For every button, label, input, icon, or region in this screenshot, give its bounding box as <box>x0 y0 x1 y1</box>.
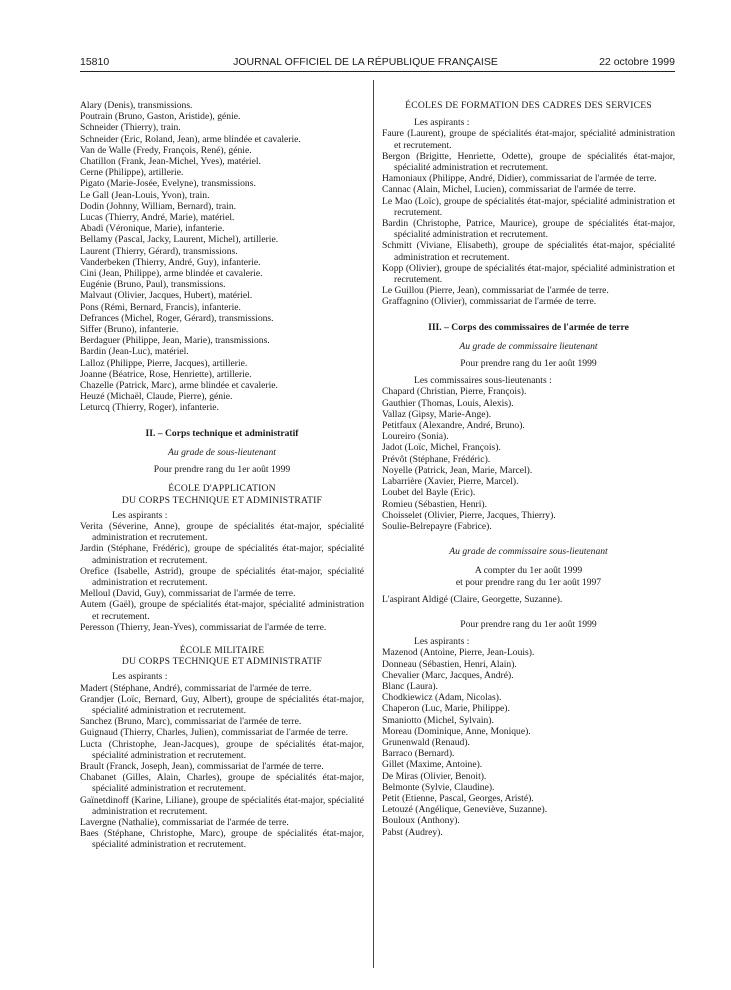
list-item: Bardin (Christophe, Patrice, Maurice), groupe de spécialités état-major, spécialité administration et recrutement. <box>382 218 675 241</box>
list-item: Cini (Jean, Philippe), arme blindée et cavalerie. <box>80 268 263 280</box>
list-item: Petit (Etienne, Pascal, Georges, Aristé). <box>382 792 534 804</box>
header-rule <box>80 71 675 72</box>
list-item: Smaniotto (Michel, Sylvain). <box>382 714 494 726</box>
list-item: Chatillon (Frank, Jean-Michel, Yves), matériel. <box>80 156 261 168</box>
aspirants-label-3: Les aspirants : <box>414 117 470 129</box>
aspirants-label-1: Les aspirants : <box>112 509 168 521</box>
list-item: Bardin (Jean-Luc), matériel. <box>80 346 189 358</box>
list-item: Poutrain (Bruno, Gaston, Aristide), génie. <box>80 111 241 123</box>
list-item: Chaperon (Luc, Marie, Philippe). <box>382 703 510 715</box>
list-item: Barraco (Bernard). <box>382 748 455 760</box>
journal-title: JOURNAL OFFICIEL DE LA RÉPUBLIQUE FRANÇAISE <box>233 56 498 68</box>
list-item: Loubet del Bayle (Eric). <box>382 487 476 499</box>
aspirants-list-4 <box>382 647 675 837</box>
list-item: Le Mao (Loïc), groupe de spécialités état-major, spécialité administration et recrutement. <box>382 195 675 218</box>
list-item: Siffer (Bruno), infanterie. <box>80 324 179 336</box>
list-item: Noyelle (Patrick, Jean, Marie, Marcel). <box>382 464 533 476</box>
list-item: Belmonte (Sylvie, Claudine). <box>382 781 495 793</box>
list-item: Pigato (Marie-Josée, Evelyne), transmissions. <box>80 178 256 190</box>
issue-date: 22 octobre 1999 <box>599 56 675 68</box>
right-column <box>382 100 675 838</box>
list-item: Leturcq (Thierry, Roger), infanterie. <box>80 402 219 414</box>
rank-date-2: Pour prendre rang du 1er août 1999 <box>460 618 597 630</box>
list-item: Guignaud (Thierry, Charles, Julien), commissariat de l'armée de terre. <box>80 727 349 739</box>
list-item: Lavergne (Nathalie), commissariat de l'armée de terre. <box>80 816 289 828</box>
list-item: Mazenod (Antoine, Pierre, Jean-Louis). <box>382 647 535 659</box>
list-item: Schneider (Thierry), train. <box>80 122 181 134</box>
list-item: Grunenwald (Renaud). <box>382 736 470 748</box>
list-item: Chodkiewicz (Adam, Nicolas). <box>382 692 502 704</box>
list-item: Jardin (Stéphane, Frédéric), groupe de spécialités état-major, spécialité administration et recrutement. <box>80 543 364 566</box>
list-item: Madert (Stéphane, André), commissariat de l'armée de terre. <box>80 682 312 694</box>
list-item: Bellamy (Pascal, Jacky, Laurent, Michel), artillerie. <box>80 234 279 246</box>
aspirants-list-1 <box>80 521 364 633</box>
list-item: Donneau (Sébastien, Henri, Alain). <box>382 658 517 670</box>
list-item: Alary (Denis), transmissions. <box>80 100 193 111</box>
list-item: Eugénie (Bruno, Paul), transmissions. <box>80 279 226 291</box>
list-item: Moreau (Dominique, Anne, Monique). <box>382 725 531 737</box>
list-item: Bouloux (Anthony). <box>382 815 460 827</box>
list-item: Graffagnino (Olivier), commissariat de l'armée de terre. <box>382 296 597 308</box>
list-item: Grandjer (Loïc, Bernard, Guy, Albert), groupe de spécialités état-major, spécialité administration et recrutement. <box>80 693 364 716</box>
list-item: Kopp (Olivier), groupe de spécialités état-major, spécialité administration et recrutement. <box>382 262 675 286</box>
school-heading-3: ÉCOLES DE FORMATION DES CADRES DES SERVICES <box>405 100 652 111</box>
aspirants-label-4: Les aspirants : <box>414 636 470 648</box>
grade-heading-lieutenant: Au grade de commissaire lieutenant <box>459 340 598 352</box>
aspirants-list-2 <box>80 683 364 851</box>
school-heading-2b: DU CORPS TECHNIQUE ET ADMINISTRATIF <box>121 656 323 668</box>
list-item: Chevalier (Marc, Jacques, André). <box>382 669 514 681</box>
list-item: Jadot (Loïc, Michel, François). <box>382 442 501 454</box>
list-item: Vallaz (Gipsy, Marie-Ange). <box>382 408 492 420</box>
list-item: Vanderbeken (Thierry, André, Guy), infanterie. <box>80 256 261 268</box>
left-column <box>80 100 364 851</box>
school-heading-1a: ÉCOLE D'APPLICATION <box>168 483 276 495</box>
rank-date: Pour prendre rang du 1er août 1999 <box>153 464 291 476</box>
list-item: Choisselet (Olivier, Pierre, Jacques, Thierry). <box>382 509 556 521</box>
list-item: Chapard (Christian, Pierre, François). <box>382 386 527 398</box>
list-item: Soulie-Belrepayre (Fabrice). <box>382 520 492 532</box>
aspirants-list-3 <box>382 128 675 307</box>
list-item: Gauthier (Thomas, Louis, Alexis). <box>382 397 514 409</box>
list-item: Berdaguer (Philippe, Jean, Marie), transmissions. <box>80 335 270 347</box>
list-item: Schmitt (Viviane, Elisabeth), groupe de spécialités état-major, spécialité administration et recrutement. <box>382 240 675 263</box>
page-number: 15810 <box>80 56 110 68</box>
list-item: Labarrière (Xavier, Pierre, Marcel). <box>382 476 519 488</box>
rank-date-1: Pour prendre rang du 1er août 1999 <box>460 358 597 370</box>
list-item: Loureiro (Sonia). <box>382 431 449 443</box>
section-heading-2: II. – Corps technique et administratif <box>145 427 299 439</box>
list-item: Gillet (Maxime, Antoine). <box>382 759 483 771</box>
effective-date-2: et pour prendre rang du 1er août 1997 <box>455 576 602 588</box>
list-item: Dodin (Johnny, William, Bernard), train. <box>80 200 237 212</box>
list-item: Sanchez (Bruno, Marc), commissariat de l'armée de terre. <box>80 716 302 728</box>
list-item: Romieu (Sébastien, Henri). <box>382 498 487 510</box>
aspirants-label-2: Les aspirants : <box>112 671 168 683</box>
list-item: Defrances (Michel, Roger, Gérard), transmissions. <box>80 312 274 324</box>
school-heading-2a: ÉCOLE MILITAIRE <box>179 644 265 656</box>
list-item: Abadi (Véronique, Marie), infanterie. <box>80 223 225 235</box>
grade-heading: Au grade de sous-lieutenant <box>168 446 276 458</box>
list-item: Chabanet (Gilles, Alain, Charles), groupe de spécialités état-major, spécialité administration et recrutement. <box>80 772 364 795</box>
list-item: Cerne (Philippe), artillerie. <box>80 167 184 179</box>
list-item: Verita (Séverine, Anne), groupe de spécialités état-major, spécialité administration et recrutement. <box>80 520 364 544</box>
list-item: Peresson (Thierry, Jean-Yves), commissariat de l'armée de terre. <box>80 621 327 633</box>
school-heading-1b: DU CORPS TECHNIQUE ET ADMINISTRATIF <box>121 494 323 506</box>
list-item: Chazelle (Patrick, Marc), arme blindée et cavalerie. <box>80 380 278 392</box>
list-item: Pabst (Audrey). <box>382 826 443 838</box>
grade-heading-sous-lieutenant: Au grade de commissaire sous-lieutenant <box>449 546 608 558</box>
list-item: Heuzé (Michaël, Claude, Pierre), génie. <box>80 391 233 403</box>
list-item: Autem (Gaël), groupe de spécialités état-major, spécialité administration et recrutement. <box>80 599 364 622</box>
list-item: De Miras (Olivier, Benoit). <box>382 770 487 782</box>
list-item: Hamoniaux (Philippe, André, Didier), commissariat de l'armée de terre. <box>382 173 657 185</box>
list-item: Faure (Laurent), groupe de spécialités état-major, spécialité administration et recrutement. <box>382 128 675 151</box>
list-item: Petitfaux (Alexandre, André, Bruno). <box>382 420 525 432</box>
list-item: Laurent (Thierry, Gérard), transmissions. <box>80 245 238 257</box>
effective-date-1: A compter du 1er août 1999 <box>474 565 583 577</box>
list-item: Brault (Franck, Joseph, Jean), commissariat de l'armée de terre. <box>80 760 324 772</box>
list-item: Letouzé (Angélique, Geneviève, Suzanne). <box>382 804 548 816</box>
section-heading-3: III. – Corps des commissaires de l'armée de terre <box>428 321 629 333</box>
list-item: Le Gall (Jean-Louis, Yvon), train. <box>80 189 210 201</box>
list-item: Prévôt (Stéphane, Frédéric). <box>382 453 491 465</box>
single-aspirant: L'aspirant Aldigé (Claire, Georgette, Suzanne). <box>382 593 563 605</box>
list-item: Pons (Rémi, Bernard, Francis), infanterie. <box>80 301 241 313</box>
commissaires-label: Les commissaires sous-lieutenants : <box>414 375 552 387</box>
list-item: Blanc (Laura). <box>382 680 438 692</box>
list-item: Malvaut (Olivier, Jacques, Hubert), matériel. <box>80 290 253 302</box>
list-item: Baes (Stéphane, Christophe, Marc), groupe de spécialités état-major, spécialité administration et recrutement. <box>80 828 364 851</box>
list-item: Cannac (Alain, Michel, Lucien), commissariat de l'armée de terre. <box>382 184 636 196</box>
list-item: Lucta (Christophe, Jean-Jacques), groupe de spécialités état-major, spécialité administration et recrutement. <box>80 738 364 761</box>
column-divider <box>373 80 374 968</box>
list-item: Orefice (Isabelle, Astrid), groupe de spécialités état-major, spécialité administration et recrutement. <box>80 565 364 588</box>
list-item: Lalloz (Philippe, Pierre, Jacques), artillerie. <box>80 357 248 369</box>
list-item: Bergon (Brigitte, Henriette, Odette), groupe de spécialités état-major, spécialité administration et recrutement. <box>382 150 675 174</box>
list-item: Van de Walle (Fredy, François, René), génie. <box>80 144 252 156</box>
list-item: Schneider (Eric, Roland, Jean), arme blindée et cavalerie. <box>80 133 301 145</box>
list-item: Le Guillou (Pierre, Jean), commissariat de l'armée de terre. <box>382 285 609 297</box>
list-item: Gaïnetdinoff (Karine, Liliane), groupe de spécialités état-major, spécialité administration et recrutement. <box>80 794 364 817</box>
commissaires-list <box>382 386 675 532</box>
list-item: Joanne (Béatrice, Rose, Henriette), artillerie. <box>80 368 252 380</box>
names-list-1 <box>80 100 364 414</box>
list-item: Lucas (Thierry, André, Marie), matériel. <box>80 212 235 224</box>
list-item: Melloul (David, Guy), commissariat de l'armée de terre. <box>80 588 296 600</box>
